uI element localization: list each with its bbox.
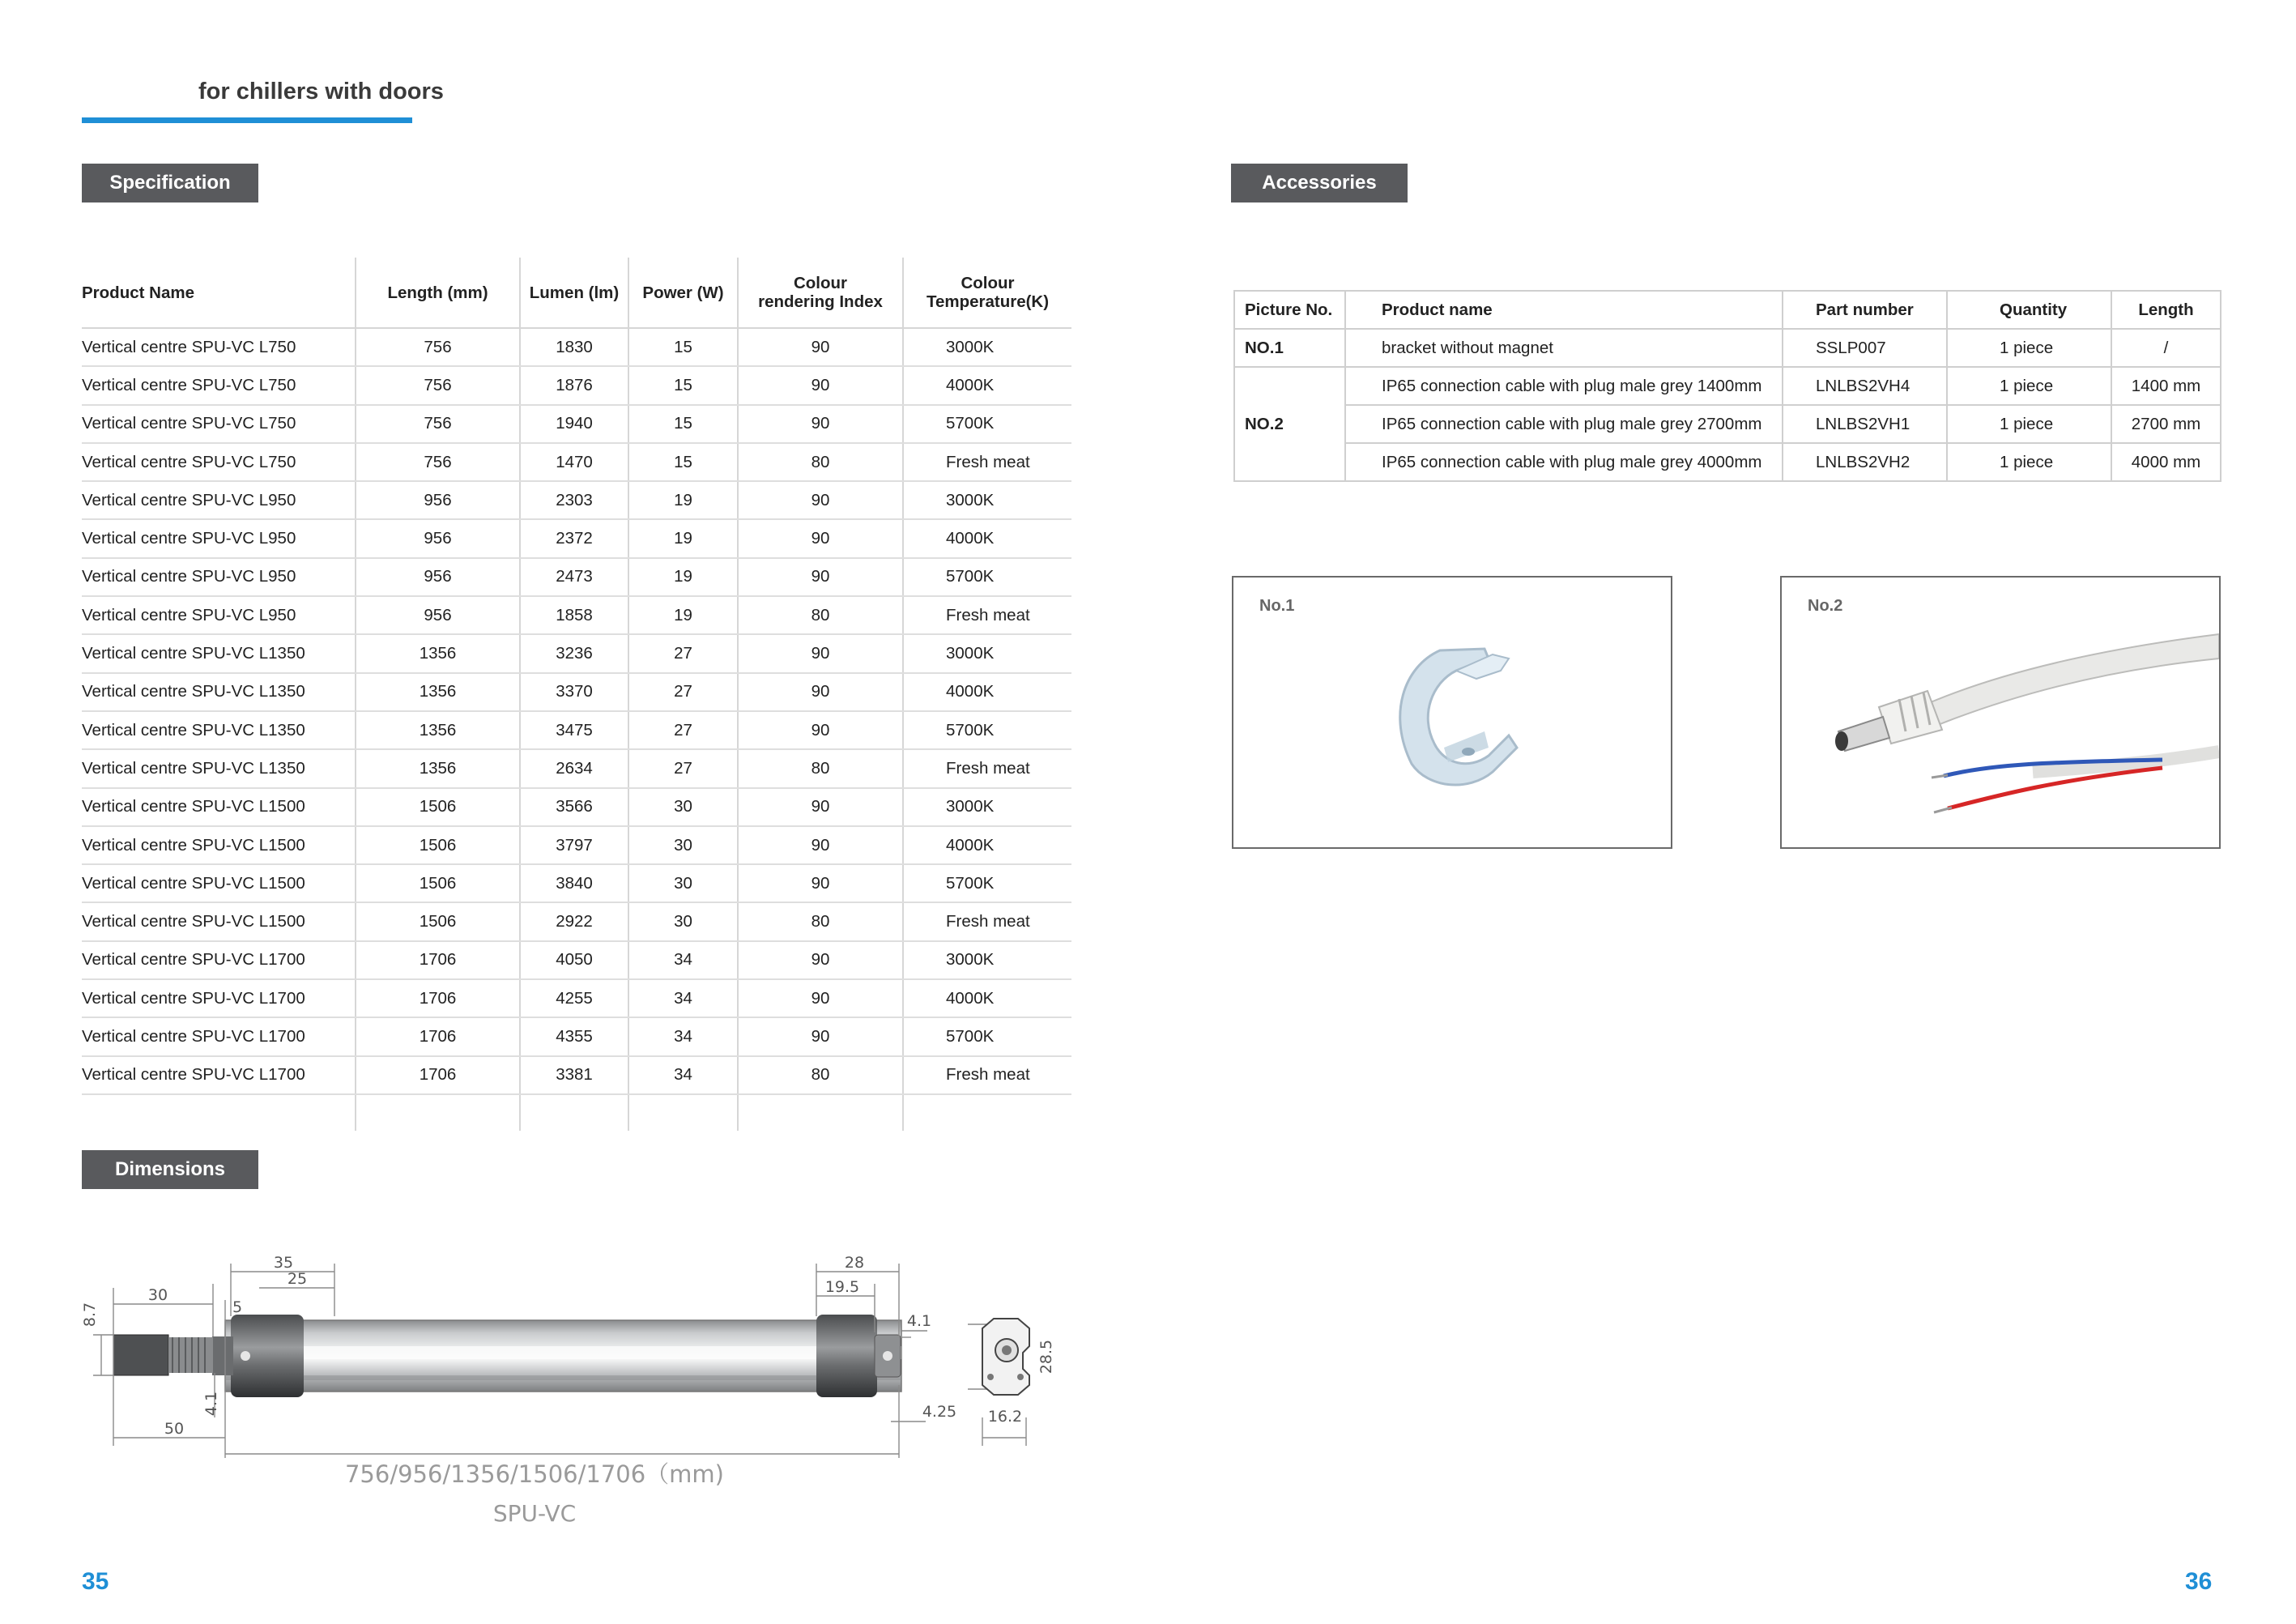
dim-19-5: 19.5 (824, 1278, 860, 1296)
power-cell: 27 (628, 634, 738, 672)
spec-row (82, 328, 1071, 366)
picture-no-cell: NO.2 (1234, 367, 1345, 481)
product-name-cell: Vertical centre SPU-VC L1500 (82, 902, 356, 940)
length-cell: 956 (356, 519, 520, 557)
tube-body (225, 1320, 901, 1392)
col-header-length: Length (2111, 291, 2221, 329)
col-header-length: Length (mm) (356, 258, 520, 328)
power-cell: 19 (628, 481, 738, 519)
quantity-cell: 1 piece (1947, 405, 2111, 443)
power-cell: 30 (628, 826, 738, 864)
part-number-cell: SSLP007 (1783, 329, 1947, 367)
power-cell: 34 (628, 979, 738, 1017)
picture-box-2 (1780, 576, 2221, 849)
power-cell: 34 (628, 1017, 738, 1055)
length-cell: 1506 (356, 902, 520, 940)
power-cell: 30 (628, 902, 738, 940)
length-cell: 1506 (356, 864, 520, 902)
page-subtitle: for chillers with doors (198, 79, 444, 104)
spec-row (82, 634, 1071, 672)
length-cell: 1356 (356, 749, 520, 787)
dim-50: 50 (164, 1420, 185, 1438)
colour-temp-cell: 5700K (903, 558, 1071, 596)
length-cell: 956 (356, 558, 520, 596)
dim-35: 35 (273, 1254, 294, 1272)
spec-filler-row (82, 1094, 1071, 1131)
spec-header-row (82, 258, 1071, 328)
acc-row (1234, 367, 2221, 405)
length-cell: 1506 (356, 826, 520, 864)
product-name-cell: Vertical centre SPU-VC L1700 (82, 1056, 356, 1094)
spec-row (82, 519, 1071, 557)
empty-cell (738, 1094, 903, 1131)
length-cell: 1706 (356, 1056, 520, 1094)
lumen-cell: 1470 (520, 443, 628, 481)
lumen-cell: 3797 (520, 826, 628, 864)
length-cell: 956 (356, 596, 520, 634)
accessories-table (1233, 290, 2221, 482)
spec-row (82, 366, 1071, 404)
product-name-cell: Vertical centre SPU-VC L1700 (82, 941, 356, 979)
length-cell: 1356 (356, 673, 520, 711)
acc-row (1234, 329, 2221, 367)
spec-row (82, 1056, 1071, 1094)
col-header-product-name: Product name (1345, 291, 1783, 329)
spec-row (82, 902, 1071, 940)
colour-temp-cell: 4000K (903, 979, 1071, 1017)
colour-temp-cell: 5700K (903, 405, 1071, 443)
cri-cell: 80 (738, 902, 903, 940)
cri-cell: 90 (738, 941, 903, 979)
col-header-quantity: Quantity (1947, 291, 2111, 329)
empty-cell (356, 1094, 520, 1131)
lumen-cell: 4355 (520, 1017, 628, 1055)
product-name-cell: Vertical centre SPU-VC L1350 (82, 634, 356, 672)
cri-cell: 90 (738, 826, 903, 864)
colour-temp-cell: 3000K (903, 634, 1071, 672)
acc-row (1234, 443, 2221, 481)
dim-4-1-left: 4.1 (202, 1391, 220, 1417)
spec-row (82, 826, 1071, 864)
length-cell: 1356 (356, 711, 520, 749)
product-name-cell: Vertical centre SPU-VC L750 (82, 443, 356, 481)
lumen-cell: 3475 (520, 711, 628, 749)
colour-temp-cell: 4000K (903, 826, 1071, 864)
colour-temp-cell: 3000K (903, 481, 1071, 519)
power-cell: 15 (628, 405, 738, 443)
dim-28-5: 28.5 (1037, 1339, 1055, 1375)
empty-cell (628, 1094, 738, 1131)
picture-label: No.1 (1259, 597, 1295, 615)
product-name-cell: Vertical centre SPU-VC L750 (82, 328, 356, 366)
spec-row (82, 979, 1071, 1017)
power-cell: 27 (628, 711, 738, 749)
dimension-length-caption: 756/956/1356/1506/1706（mm) (344, 1460, 724, 1488)
part-number-cell: LNLBS2VH2 (1783, 443, 1947, 481)
spec-row (82, 1017, 1071, 1055)
cri-cell: 90 (738, 519, 903, 557)
colour-temp-cell: 3000K (903, 328, 1071, 366)
cri-cell: 90 (738, 405, 903, 443)
col-header-picture-no: Picture No. (1234, 291, 1345, 329)
page-number-right: 36 (2185, 1568, 2213, 1595)
product-name-cell: Vertical centre SPU-VC L1700 (82, 1017, 356, 1055)
product-name-cell: Vertical centre SPU-VC L950 (82, 596, 356, 634)
lumen-cell: 3381 (520, 1056, 628, 1094)
lumen-cell: 2473 (520, 558, 628, 596)
product-name-cell: Vertical centre SPU-VC L750 (82, 366, 356, 404)
col-header-colour-temp: Colour Temperature(K) (903, 258, 1071, 328)
empty-cell (520, 1094, 628, 1131)
dimension-model-caption: SPU-VC (492, 1500, 577, 1527)
colour-temp-cell: 4000K (903, 519, 1071, 557)
cri-cell: 90 (738, 328, 903, 366)
spec-row (82, 443, 1071, 481)
acc-header-row (1234, 291, 2221, 329)
accent-underline (82, 117, 412, 123)
page-number-left: 35 (82, 1568, 109, 1595)
power-cell: 30 (628, 788, 738, 826)
length-cell: 1506 (356, 788, 520, 826)
spec-row (82, 673, 1071, 711)
dimensions-label: Dimensions (82, 1150, 258, 1189)
product-name-cell: Vertical centre SPU-VC L1500 (82, 826, 356, 864)
cri-cell: 80 (738, 1056, 903, 1094)
dim-28: 28 (844, 1254, 865, 1272)
cri-cell: 90 (738, 673, 903, 711)
colour-temp-cell: 5700K (903, 711, 1071, 749)
colour-temp-cell: Fresh meat (903, 443, 1071, 481)
spec-row (82, 481, 1071, 519)
col-header-product-name: Product Name (82, 258, 356, 328)
power-cell: 19 (628, 596, 738, 634)
product-name-cell: IP65 connection cable with plug male grey 4000mm (1345, 443, 1783, 481)
picture-no-cell: NO.1 (1234, 329, 1345, 367)
product-name-cell: Vertical centre SPU-VC L1350 (82, 673, 356, 711)
col-header-cri: Colour rendering Index (738, 258, 903, 328)
product-name-cell: Vertical centre SPU-VC L950 (82, 481, 356, 519)
part-number-cell: LNLBS2VH4 (1783, 367, 1947, 405)
cri-cell: 80 (738, 749, 903, 787)
power-cell: 34 (628, 941, 738, 979)
power-cell: 15 (628, 328, 738, 366)
lumen-cell: 4255 (520, 979, 628, 1017)
specification-table (82, 258, 1071, 1131)
cri-cell: 90 (738, 558, 903, 596)
product-name-cell: Vertical centre SPU-VC L950 (82, 558, 356, 596)
dim-16-2: 16.2 (987, 1408, 1023, 1426)
product-name-cell: Vertical centre SPU-VC L750 (82, 405, 356, 443)
lumen-cell: 3370 (520, 673, 628, 711)
cri-cell: 90 (738, 864, 903, 902)
product-name-cell: IP65 connection cable with plug male grey 1400mm (1345, 367, 1783, 405)
length-cell: 1400 mm (2111, 367, 2221, 405)
product-name-cell: Vertical centre SPU-VC L1500 (82, 864, 356, 902)
lumen-cell: 1876 (520, 366, 628, 404)
length-cell: 1706 (356, 1017, 520, 1055)
spec-table-body (82, 328, 1071, 1131)
length-cell: 756 (356, 328, 520, 366)
lumen-cell: 3236 (520, 634, 628, 672)
product-name-cell: Vertical centre SPU-VC L1700 (82, 979, 356, 1017)
colour-temp-cell: Fresh meat (903, 596, 1071, 634)
colour-temp-cell: Fresh meat (903, 749, 1071, 787)
part-number-cell: LNLBS2VH1 (1783, 405, 1947, 443)
colour-temp-cell: Fresh meat (903, 1056, 1071, 1094)
length-cell: 756 (356, 443, 520, 481)
length-cell: 756 (356, 366, 520, 404)
quantity-cell: 1 piece (1947, 367, 2111, 405)
cri-cell: 90 (738, 366, 903, 404)
dim-8-7: 8.7 (81, 1302, 99, 1328)
lumen-cell: 3566 (520, 788, 628, 826)
lumen-cell: 2922 (520, 902, 628, 940)
power-cell: 15 (628, 443, 738, 481)
quantity-cell: 1 piece (1947, 443, 2111, 481)
cri-cell: 90 (738, 979, 903, 1017)
product-name-cell: Vertical centre SPU-VC L1350 (82, 749, 356, 787)
picture-box-1 (1232, 576, 1672, 849)
length-cell: 1356 (356, 634, 520, 672)
cri-cell: 80 (738, 443, 903, 481)
colour-temp-cell: Fresh meat (903, 902, 1071, 940)
length-cell: 2700 mm (2111, 405, 2221, 443)
spec-row (82, 711, 1071, 749)
cable-plug-icon (1782, 578, 2219, 847)
specification-label: Specification (82, 164, 258, 202)
spec-row (82, 864, 1071, 902)
product-name-cell: Vertical centre SPU-VC L1500 (82, 788, 356, 826)
length-cell: 956 (356, 481, 520, 519)
lumen-cell: 3840 (520, 864, 628, 902)
quantity-cell: 1 piece (1947, 329, 2111, 367)
cri-cell: 90 (738, 1017, 903, 1055)
col-header-part-number: Part number (1783, 291, 1947, 329)
product-name-cell: Vertical centre SPU-VC L950 (82, 519, 356, 557)
accessories-label: Accessories (1231, 164, 1408, 202)
length-cell: 1706 (356, 941, 520, 979)
cri-cell: 90 (738, 788, 903, 826)
product-name-cell: Vertical centre SPU-VC L1350 (82, 711, 356, 749)
dim-4-25: 4.25 (922, 1403, 957, 1421)
spec-row (82, 596, 1071, 634)
lumen-cell: 2634 (520, 749, 628, 787)
power-cell: 19 (628, 558, 738, 596)
lumen-cell: 1858 (520, 596, 628, 634)
colour-temp-cell: 4000K (903, 673, 1071, 711)
dim-4-1-right: 4.1 (906, 1312, 932, 1330)
colour-temp-cell: 3000K (903, 941, 1071, 979)
acc-row (1234, 405, 2221, 443)
empty-cell (82, 1094, 356, 1131)
connector-plug (113, 1335, 213, 1375)
dimension-drawing (77, 1251, 1081, 1470)
dim-25: 25 (287, 1270, 308, 1288)
power-cell: 15 (628, 366, 738, 404)
spec-row (82, 405, 1071, 443)
colour-temp-cell: 5700K (903, 1017, 1071, 1055)
spec-row (82, 941, 1071, 979)
colour-temp-cell: 4000K (903, 366, 1071, 404)
power-cell: 19 (628, 519, 738, 557)
power-cell: 34 (628, 1056, 738, 1094)
cri-cell: 80 (738, 596, 903, 634)
colour-temp-cell: 3000K (903, 788, 1071, 826)
col-header-power: Power (W) (628, 258, 738, 328)
picture-label: No.2 (1808, 597, 1843, 615)
power-cell: 27 (628, 673, 738, 711)
product-name-cell: IP65 connection cable with plug male grey 2700mm (1345, 405, 1783, 443)
empty-cell (903, 1094, 1071, 1131)
dim-30: 30 (147, 1286, 168, 1304)
product-name-cell: bracket without magnet (1345, 329, 1783, 367)
cri-cell: 90 (738, 634, 903, 672)
lumen-cell: 1830 (520, 328, 628, 366)
length-cell: 4000 mm (2111, 443, 2221, 481)
bracket-clip-icon (1355, 626, 1549, 821)
spec-row (82, 788, 1071, 826)
col-header-lumen: Lumen (lm) (520, 258, 628, 328)
length-cell: / (2111, 329, 2221, 367)
spec-row (82, 558, 1071, 596)
cri-cell: 90 (738, 711, 903, 749)
lumen-cell: 4050 (520, 941, 628, 979)
end-profile (982, 1319, 1029, 1395)
cri-cell: 90 (738, 481, 903, 519)
colour-temp-cell: 5700K (903, 864, 1071, 902)
lumen-cell: 1940 (520, 405, 628, 443)
power-cell: 30 (628, 864, 738, 902)
length-cell: 1706 (356, 979, 520, 1017)
power-cell: 27 (628, 749, 738, 787)
lumen-cell: 2303 (520, 481, 628, 519)
spec-row (82, 749, 1071, 787)
lumen-cell: 2372 (520, 519, 628, 557)
dim-5: 5 (232, 1298, 243, 1316)
length-cell: 756 (356, 405, 520, 443)
